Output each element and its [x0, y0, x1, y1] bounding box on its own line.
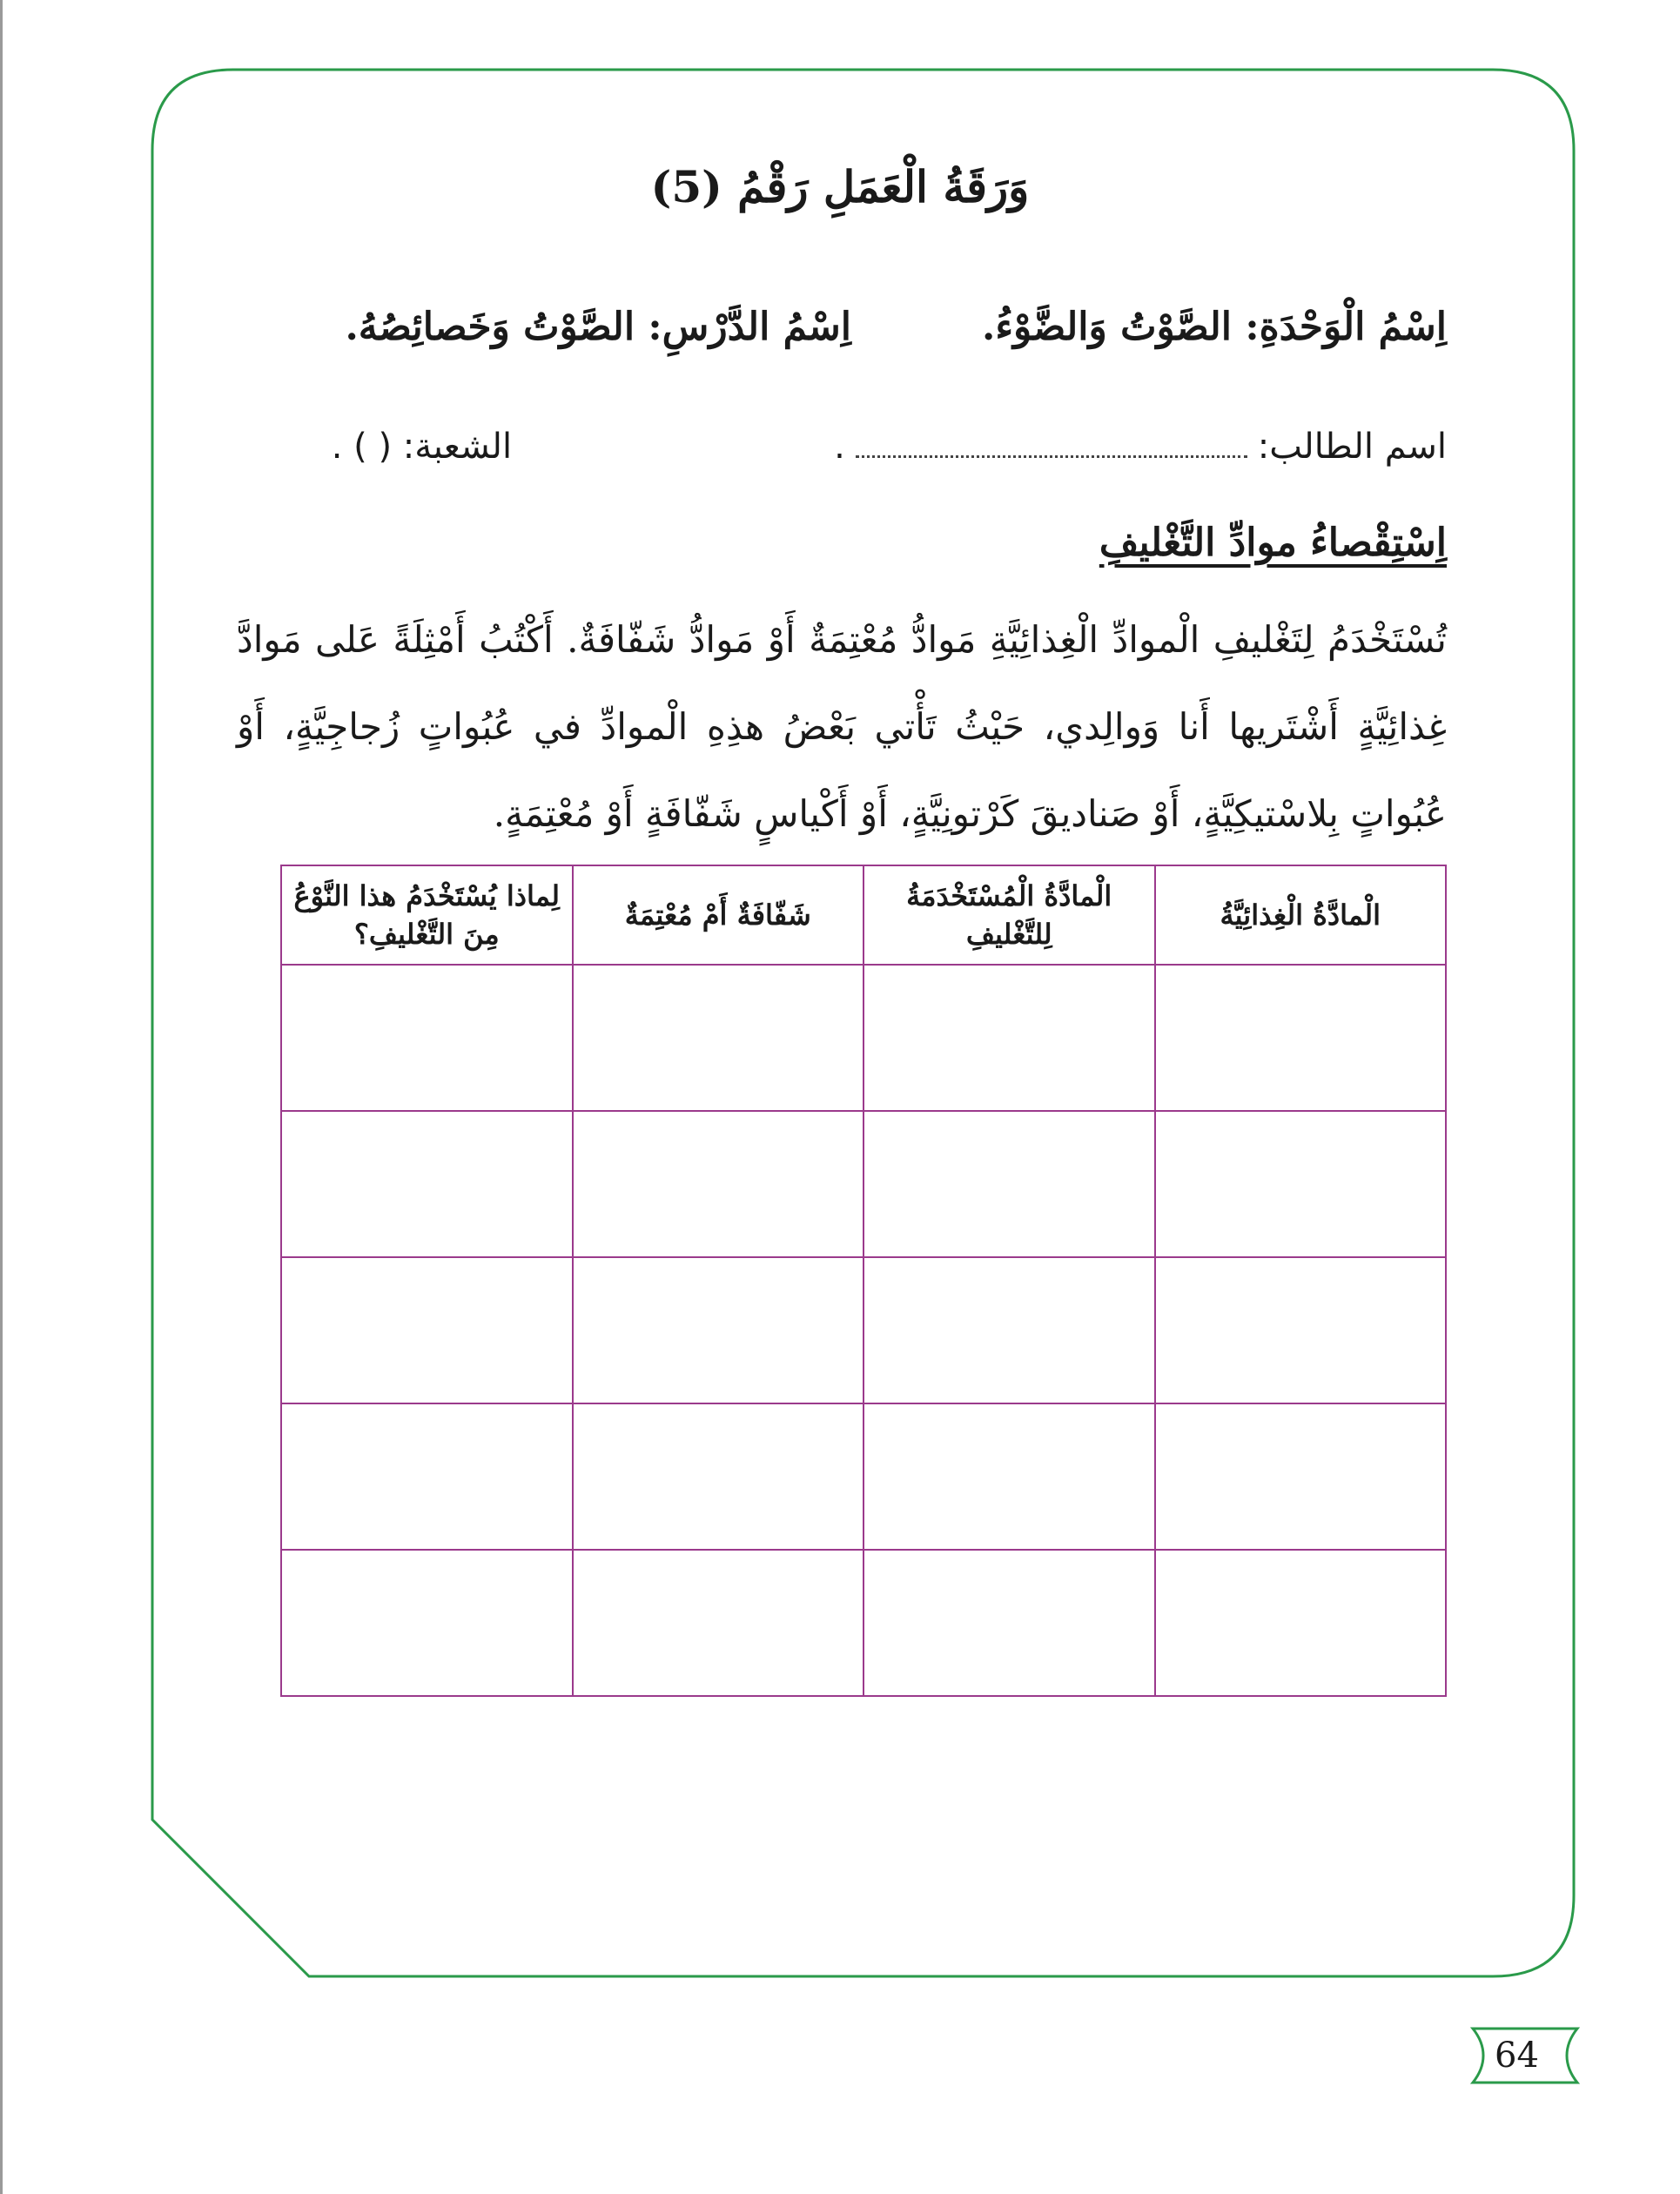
table-cell[interactable]	[1155, 1257, 1447, 1403]
table-row	[281, 1257, 1446, 1403]
table-row	[281, 965, 1446, 1111]
table-cell[interactable]	[864, 1550, 1155, 1696]
table-cell[interactable]	[281, 1257, 573, 1403]
header-transparent-opaque: شَفّافَةٌ أَمْ مُعْتِمَةٌ	[573, 865, 864, 965]
table-row	[281, 1403, 1446, 1550]
header-food-item: الْمادَّةُ الْغِذائِيَّةُ	[1155, 865, 1447, 965]
page-number: 64	[1495, 2036, 1539, 2076]
table-cell[interactable]	[864, 1111, 1155, 1257]
instructions-text: تُسْتَخْدَمُ لِتَغْليفِ الْموادِّ الْغِذائِيَّةِ مَوادُّ مُعْتِمَةٌ أَوْ مَوادُّ شَفّافَةٌ. أَكْتُبُ أَمْثِلَةً عَلى مَوادَّ غِذائِيَّةٍ أَشْتَريها أَنا وَوالِدي، حَيْثُ تَأْتي بَعْضُ هذِهِ الْموادِّ في عُبُواتٍ زُجاجِيَّةٍ، أَوْ عُبُواتٍ بِلاسْتيكِيَّةٍ، أَوْ صَناديقَ كَرْتونِيَّةٍ، أَوْ أَكْياسٍ شَفّافَةٍ أَوْ مُعْتِمَةٍ.	[237, 618, 1447, 835]
student-name-label: اسم الطالب:	[1257, 427, 1447, 467]
table-cell[interactable]	[1155, 1111, 1447, 1257]
table-cell[interactable]	[864, 965, 1155, 1111]
header-packaging-material: الْمادَّةُ الْمُسْتَخْدَمَةُ لِلتَّغْليفِ	[864, 865, 1155, 965]
activity-title: اِسْتِقْصاءُ موادِّ التَّغْليفِ	[1099, 521, 1447, 565]
table-cell[interactable]	[573, 1403, 864, 1550]
table-cell[interactable]	[864, 1403, 1155, 1550]
table-cell[interactable]	[281, 1111, 573, 1257]
answer-table	[280, 865, 1447, 1697]
table-row	[281, 1111, 1446, 1257]
header-reason: لِماذا يُسْتَخْدَمُ هذا النَّوْعُ مِنَ التَّغْليفِ؟	[281, 865, 573, 965]
worksheet-title: وَرَقَةُ الْعَمَلِ رَقْمُ (5)	[650, 161, 1030, 212]
unit-lesson-line	[211, 305, 1447, 349]
table-cell[interactable]	[281, 1403, 573, 1550]
table-cell[interactable]	[573, 965, 864, 1111]
student-info-line	[228, 427, 1447, 467]
student-name-end: .	[834, 427, 845, 467]
table-cell[interactable]	[573, 1257, 864, 1403]
table-cell[interactable]	[1155, 965, 1447, 1111]
table-cell[interactable]	[281, 965, 573, 1111]
table-cell[interactable]	[1155, 1403, 1447, 1550]
table-cell[interactable]	[864, 1257, 1155, 1403]
unit-name: اِسْمُ الْوَحْدَةِ: الصَّوْتُ وَالضَّوْءُ.	[982, 305, 1447, 349]
table-cell[interactable]	[281, 1550, 573, 1696]
table-cell[interactable]	[573, 1111, 864, 1257]
table-row	[281, 1550, 1446, 1696]
lesson-name: اِسْمُ الدَّرْسِ: الصَّوْتُ وَخَصائِصُهُ.	[345, 305, 851, 349]
section-label[interactable]: الشعبة: ( ) .	[331, 427, 513, 467]
table-header-row	[281, 865, 1446, 965]
table-cell[interactable]	[1155, 1550, 1447, 1696]
table-cell[interactable]	[573, 1550, 864, 1696]
student-name-blank[interactable]	[856, 447, 1247, 458]
